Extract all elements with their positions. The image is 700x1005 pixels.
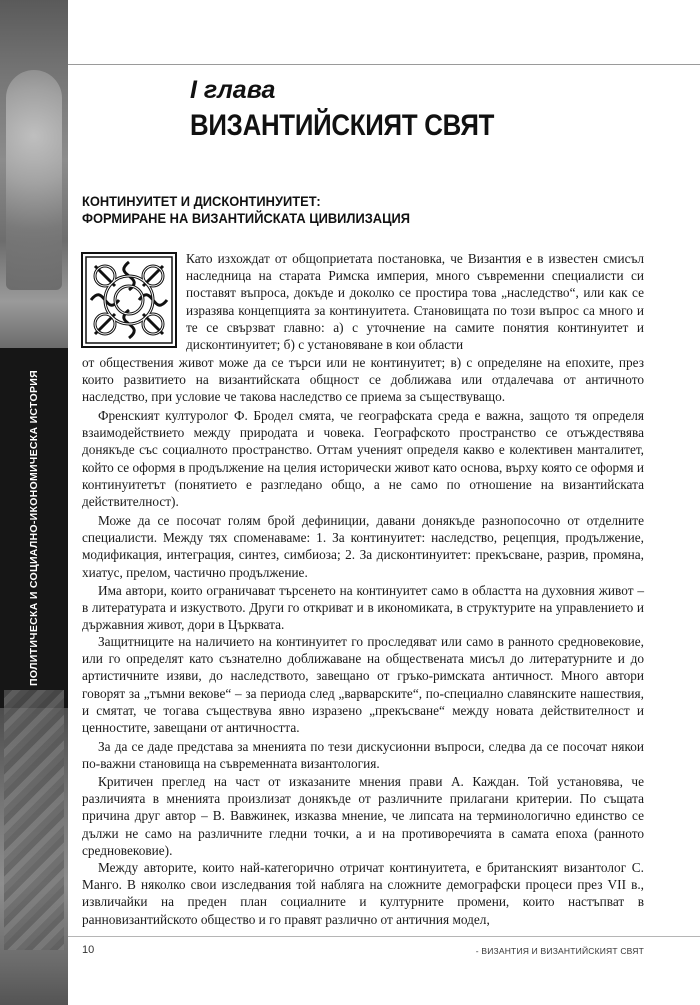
decorative-sidebar — [0, 0, 68, 1005]
running-head: - ВИЗАНТИЯ И ВИЗАНТИЙСКИЯТ СВЯТ — [475, 946, 644, 956]
paragraph-3-text: Може да се посочат голям брой дефиниции, давани донякъде разнопосочно от отделните специалисти. Между тях споменаваме: 1. За континуитет: наследство, рецепция, продължение, модификация, интеграция, синтез, симбиоза; 2. За дисконтинуитет: прекъсване, разрив, промяна, хиатус, прелом, частично продължение. — [82, 513, 644, 580]
paragraph-4-text: Има автори, които ограничават търсенето на континуитет само в областта на духовния живот – в литературата и изкуството. Други го откриват и в икономиката, в структурите на управлението и държавния живот, дори в Църквата. — [82, 583, 644, 633]
section-title-line-1: КОНТИНУИТЕТ И ДИСКОНТИНУИТЕТ: — [82, 193, 321, 209]
paragraph-8-text: Между авторите, които най-категорично отричат континуитета, е британският византолог С. Манго. В няколко свои изследвания той наблягa на сложните демографски процеси през VII в., извличайки на преден план социалните и културните промени, които настъпват в ранновизантийското общество и го правят различно от античния модел, — [82, 860, 644, 927]
sidebar-fresco-image — [4, 690, 64, 950]
interlace-ornament-icon — [81, 252, 177, 348]
paragraph-4 — [82, 582, 644, 634]
sidebar-vertical-title: ПОЛИТИЧЕСКА И СОЦИАЛНО-ИКОНОМИЧЕСКА ИСТОРИЯ — [28, 370, 40, 686]
paragraph-1-continued: от обществения живот може да се търси или не континуитет; в) с определяне на епохите, през които развитието на византийската общност се доближава или отдалечава от античното наследство, при условие че такова наследство се приема за съществуващо. — [82, 355, 644, 405]
section-title-line-2: ФОРМИРАНЕ НА ВИЗАНТИЙСКАТА ЦИВИЛИЗАЦИЯ — [82, 210, 411, 226]
paragraph-5-text: Защитниците на наличието на континуитет го проследяват или само в ранното средновековие, или го определят като съзнателно доближаване на обществената мисъл до литературните и до артистичните изяви, до наследството, завещано от гръко-римската античност. Много автори говорят за „тъмни векове“ – за периода след „варварските“, по-специално славянските нашествия, и смятат, че тогава съществува явно изразено „прекъсване“ между новата действителност и ценностите, завещани от античността. — [82, 634, 644, 736]
chapter-label: I глава — [190, 76, 276, 104]
paragraph-3 — [82, 512, 644, 581]
sidebar-figure-image — [6, 70, 62, 290]
paragraph-2-text: Френският културолог Ф. Бродел смята, че географската среда е важна, защото тя определя взаимодействието между природата и човека. Географското пространство се отъждествява донякъде със социалното пространство. Оттам ученият определя какво е колективен манталитет, който се оформя в продължение на целия исторически живот като основа, върху която се оформя и континуитетът (понятието е разгледано общо, а не само по отношение на византийската действителност). — [82, 408, 644, 510]
footer-rule — [68, 936, 700, 937]
top-rule — [68, 64, 700, 65]
paragraph-7 — [82, 773, 644, 859]
paragraph-1-wrapped: Като изхождат от общоприетата постановка, че Византия е в известен смисъл наследница на старата Римска империя, много съвременни специалисти си поставят въпроса, докъде и доколко се простира това „наследство“, или как се изразява концепцията за континуитета. Становищата по този въпрос са много и те се свързват главно: а) с уточнение на самите понятия континуитет и дисконтинуитет; б) с установяване в кои области — [186, 251, 644, 353]
section-title — [82, 193, 524, 227]
paragraph-2 — [82, 407, 644, 510]
paragraph-6-text: За да се даде представа за мненията по тези дискусионни въпроси, следва да се посочат някои по-важни становища на съвременната византология. — [82, 739, 644, 772]
chapter-title: ВИЗАНТИЙСКИЯТ СВЯТ — [190, 109, 495, 142]
page-number: 10 — [82, 944, 95, 956]
paragraph-5 — [82, 633, 644, 736]
paragraph-7-text: Критичен преглед на част от изказаните мнения прави А. Каждан. Той установява, че различията в мненията произлизат донякъде от различните прилагани критерии. По същата причина друг автор – В. Вавжинек, изказва мнение, че липсата на терминологично единство се дължи не само на различните гледни точки, а и на противоречията в самата епоха (ранното средновековие). — [82, 774, 644, 858]
paragraph-8 — [82, 859, 644, 928]
paragraph-6 — [82, 738, 644, 772]
